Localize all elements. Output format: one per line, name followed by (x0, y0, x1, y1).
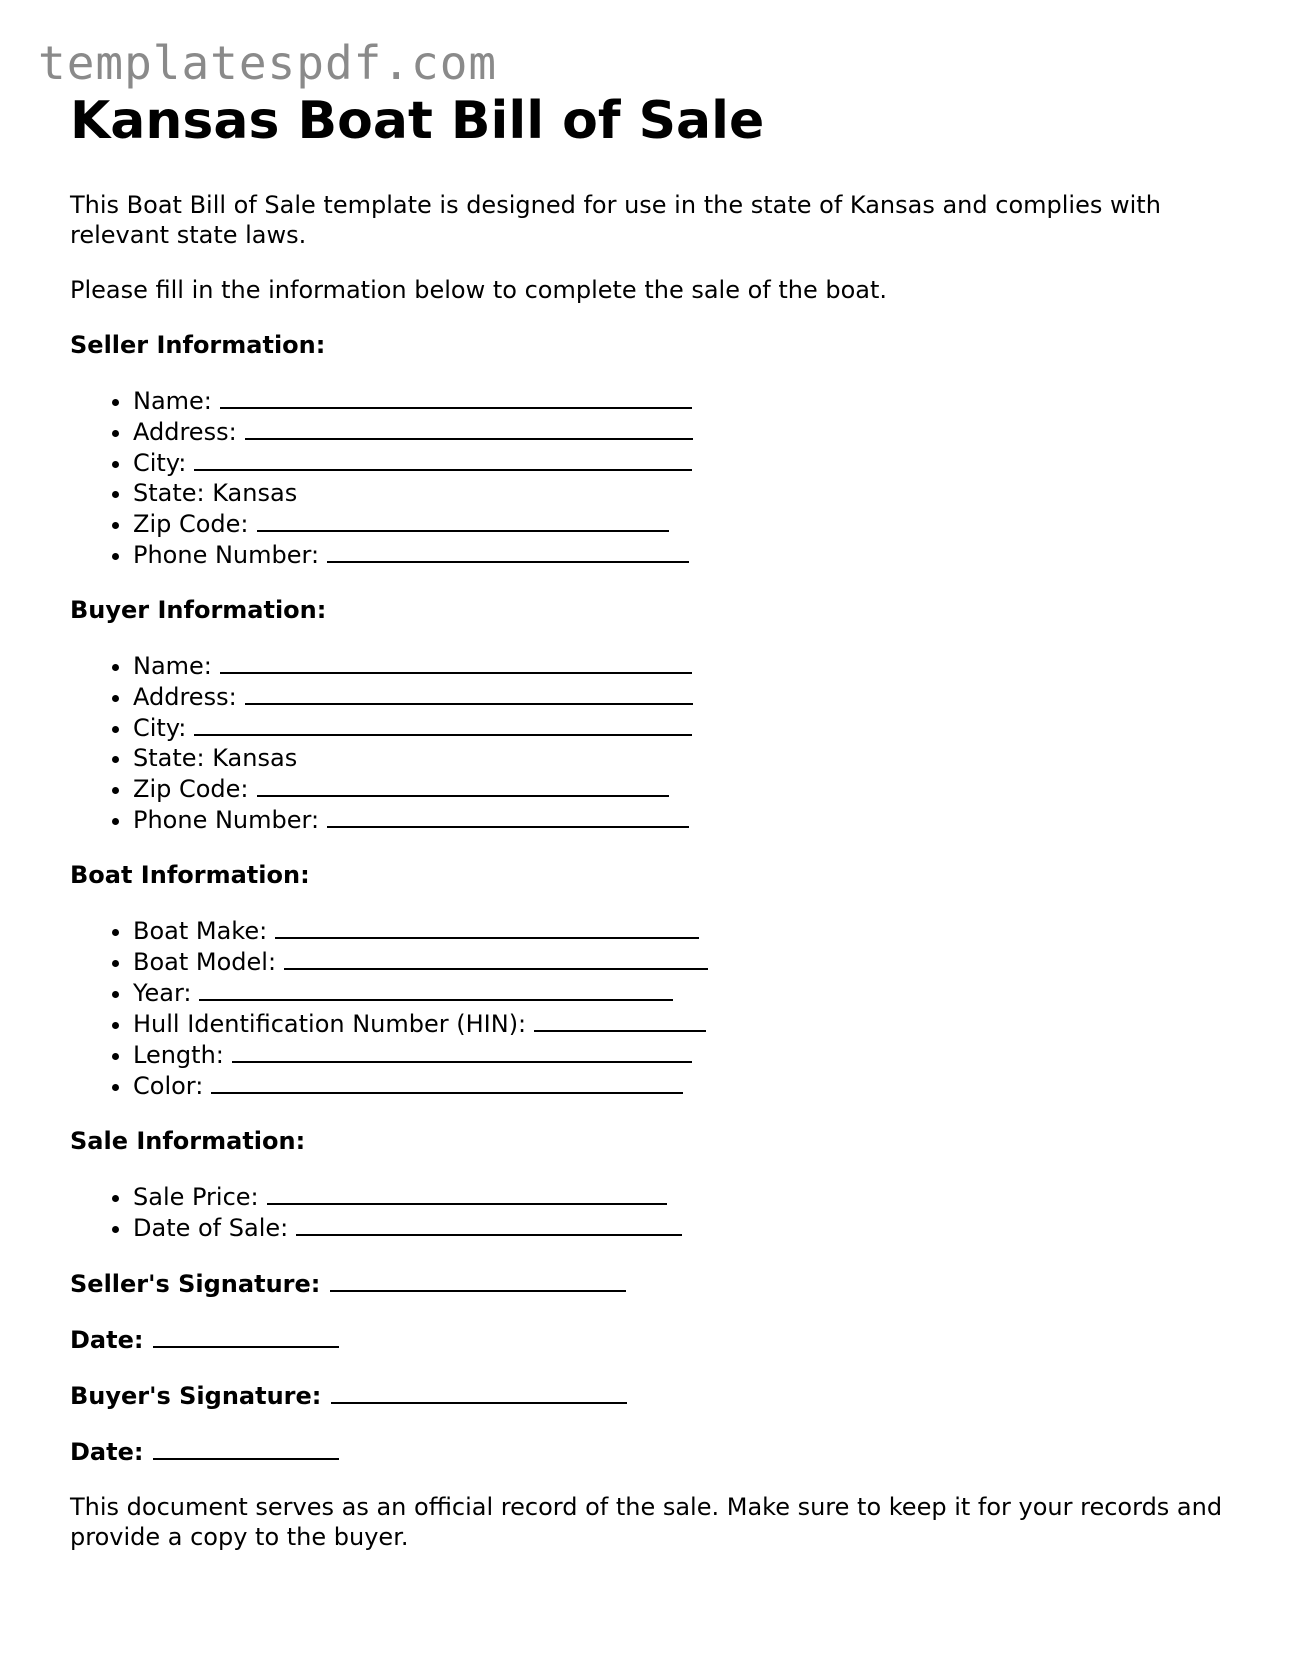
seller-signature-row (70, 1268, 1230, 1299)
list-item (133, 1039, 1230, 1070)
boat-length-label: Length: (133, 1041, 224, 1069)
page-title: Kansas Boat Bill of Sale (70, 91, 765, 151)
buyer-name-label: Name: (133, 652, 212, 680)
buyer-field-list (70, 650, 1230, 835)
list-item (133, 712, 1230, 743)
buyer-phone-field[interactable] (327, 804, 689, 828)
list-item (133, 681, 1230, 712)
buyer-date-field[interactable] (153, 1436, 339, 1460)
list-item (133, 915, 1230, 946)
buyer-city-label: City: (133, 714, 187, 742)
boat-hin-label: Hull Identification Number (HIN): (133, 1010, 527, 1038)
list-item (133, 977, 1230, 1008)
sale-date-field[interactable] (296, 1212, 682, 1236)
list-item (133, 743, 1230, 773)
sale-section-heading: Sale Information: (70, 1127, 306, 1155)
buyer-city-field[interactable] (194, 712, 692, 736)
buyer-section-heading: Buyer Information: (70, 596, 327, 624)
buyer-signature-field[interactable] (331, 1380, 627, 1404)
buyer-address-label: Address: (133, 683, 237, 711)
list-item (133, 478, 1230, 508)
buyer-signature-row (70, 1380, 1230, 1411)
list-item (133, 650, 1230, 681)
boat-make-field[interactable] (275, 915, 699, 939)
boat-color-field[interactable] (211, 1070, 683, 1094)
list-item (133, 508, 1230, 539)
seller-phone-field[interactable] (327, 539, 689, 563)
seller-address-field[interactable] (245, 416, 693, 440)
watermark: templatespdf.com (38, 36, 498, 90)
boat-model-field[interactable] (284, 946, 708, 970)
seller-zip-field[interactable] (257, 508, 669, 532)
buyer-zip-field[interactable] (257, 773, 669, 797)
list-item (133, 1181, 1230, 1212)
list-item (133, 1070, 1230, 1101)
sale-price-label: Sale Price: (133, 1183, 259, 1211)
boat-field-list (70, 915, 1230, 1101)
boat-year-label: Year: (133, 979, 192, 1007)
sale-price-field[interactable] (267, 1181, 667, 1205)
seller-signature-label: Seller's Signature: (70, 1270, 321, 1298)
seller-address-label: Address: (133, 418, 237, 446)
boat-model-label: Boat Model: (133, 948, 277, 976)
seller-phone-label: Phone Number: (133, 541, 320, 569)
list-item (133, 539, 1230, 570)
boat-length-field[interactable] (232, 1039, 692, 1063)
boat-color-label: Color: (133, 1072, 204, 1100)
seller-section-heading: Seller Information: (70, 331, 326, 359)
sale-date-label: Date of Sale: (133, 1214, 289, 1242)
seller-signature-field[interactable] (330, 1268, 626, 1292)
instructions-paragraph: Please fill in the information below to complete the sale of the boat. (70, 276, 888, 304)
boat-make-label: Boat Make: (133, 917, 268, 945)
list-item (133, 804, 1230, 835)
boat-section-heading: Boat Information: (70, 861, 310, 889)
seller-city-field[interactable] (194, 447, 692, 471)
seller-name-label: Name: (133, 387, 212, 415)
list-item (133, 1212, 1230, 1243)
seller-zip-label: Zip Code: (133, 510, 249, 538)
seller-field-list (70, 385, 1230, 570)
sale-field-list (70, 1181, 1230, 1243)
seller-city-label: City: (133, 449, 187, 477)
seller-date-row (70, 1324, 1230, 1355)
seller-date-field[interactable] (153, 1324, 339, 1348)
buyer-signature-label: Buyer's Signature: (70, 1382, 322, 1410)
list-item (133, 773, 1230, 804)
list-item (133, 385, 1230, 416)
document-page (70, 86, 1230, 1552)
list-item (133, 1008, 1230, 1039)
buyer-address-field[interactable] (245, 681, 693, 705)
closing-paragraph: This document serves as an official record of the sale. Make sure to keep it for your records and provide a copy to the buyer. (70, 1493, 1223, 1551)
buyer-date-row (70, 1436, 1230, 1467)
list-item (133, 946, 1230, 977)
buyer-name-field[interactable] (220, 650, 692, 674)
seller-state-label: State: Kansas (133, 479, 298, 507)
boat-hin-field[interactable] (534, 1008, 706, 1032)
list-item (133, 416, 1230, 447)
buyer-phone-label: Phone Number: (133, 806, 320, 834)
buyer-zip-label: Zip Code: (133, 775, 249, 803)
buyer-state-label: State: Kansas (133, 744, 298, 772)
intro-paragraph: This Boat Bill of Sale template is designed for use in the state of Kansas and complies with relevant state laws. (70, 191, 1161, 249)
list-item (133, 447, 1230, 478)
buyer-date-label: Date: (70, 1438, 144, 1466)
seller-date-label: Date: (70, 1326, 144, 1354)
boat-year-field[interactable] (199, 977, 673, 1001)
seller-name-field[interactable] (220, 385, 692, 409)
